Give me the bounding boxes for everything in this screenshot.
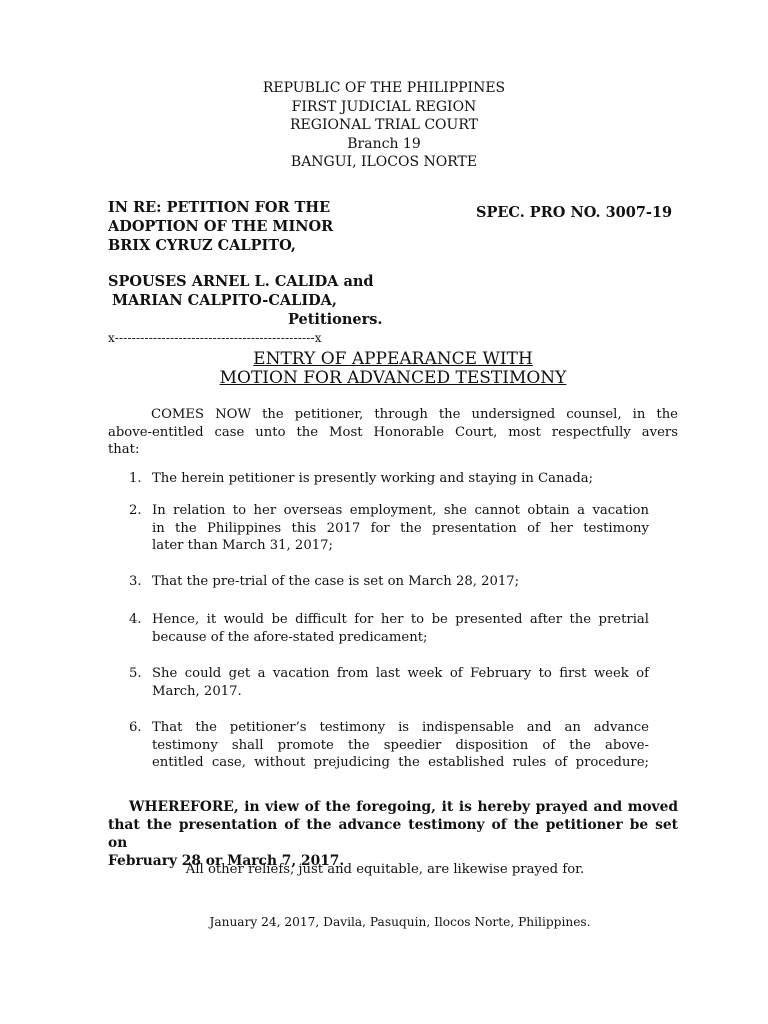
item-line: That the petitioner’s testimony is indispensable and an advance <box>152 720 649 735</box>
caption-in-re-2: ADOPTION OF THE MINOR <box>108 218 334 235</box>
prayer-line: February 28 or March 7, 2017. <box>108 853 345 869</box>
caption-in-re-1: IN RE: PETITION FOR THE <box>108 199 331 216</box>
intro-line: that: <box>108 442 140 457</box>
item-line: entitled case, without prejudicing the established rules of procedure; <box>152 755 649 770</box>
date-and-place: January 24, 2017, Davila, Pasuquin, Ilocos Norte, Philippines. <box>209 915 591 929</box>
court-header-republic: REPUBLIC OF THE PHILIPPINES <box>262 80 506 96</box>
caption-parties-2: MARIAN CALPITO-CALIDA, <box>112 292 337 309</box>
item-line: She could get a vacation from last week of February to first week of <box>152 666 649 681</box>
prayer-paragraph <box>108 798 678 870</box>
court-header-court: REGIONAL TRIAL COURT <box>290 117 478 133</box>
list-item <box>152 470 649 488</box>
item-number: 5. <box>129 666 142 681</box>
other-reliefs: All other reliefs, just and equitable, are likewise prayed for. <box>185 862 585 877</box>
list-item <box>152 502 649 555</box>
item-line: In relation to her overseas employment, she cannot obtain a vacation <box>152 503 649 518</box>
item-line: The herein petitioner is presently working and staying in Canada; <box>152 471 594 486</box>
list-item <box>152 573 649 591</box>
caption-in-re-3: BRIX CYRUZ CALPITO, <box>108 237 296 254</box>
prayer-line: that the presentation of the advance testimony of the petitioner be set on <box>108 817 678 851</box>
item-line: in the Philippines this 2017 for the presentation of her testimony <box>152 520 649 536</box>
item-line: Hence, it would be difficult for her to be presented after the pretrial <box>152 612 649 627</box>
caption-separator: x-----------------------------------------------x <box>108 331 322 345</box>
item-number: 2. <box>129 503 142 518</box>
court-header-region: FIRST JUDICIAL REGION <box>291 99 477 115</box>
caption-petitioners-role: Petitioners. <box>288 311 383 328</box>
item-line: later than March 31, 2017; <box>152 538 333 553</box>
intro-paragraph <box>108 406 678 459</box>
caption-parties-1: SPOUSES ARNEL L. CALIDA and <box>108 273 374 290</box>
document-title-line-1: ENTRY OF APPEARANCE WITH <box>253 349 533 369</box>
item-number: 4. <box>129 612 142 627</box>
list-item <box>152 611 649 646</box>
court-header-location: BANGUI, ILOCOS NORTE <box>290 154 478 170</box>
intro-line: COMES NOW the petitioner, through the undersigned counsel, in the <box>151 407 678 422</box>
court-header-branch: Branch 19 <box>347 136 421 152</box>
item-line: March, 2017. <box>152 683 242 699</box>
item-line: testimony shall promote the speedier disposition of the above- <box>152 737 649 753</box>
case-number: SPEC. PRO NO. 3007-19 <box>476 204 673 221</box>
list-item <box>152 665 649 700</box>
item-number: 3. <box>129 574 142 589</box>
intro-line: above-entitled case unto the Most Honorable Court, most respectfully avers <box>108 424 678 440</box>
item-number: 1. <box>129 471 142 486</box>
item-line: That the pre-trial of the case is set on March 28, 2017; <box>152 574 520 589</box>
item-number: 6. <box>129 720 142 735</box>
document-title-line-2: MOTION FOR ADVANCED TESTIMONY <box>219 368 567 388</box>
prayer-line: WHEREFORE, in view of the foregoing, it is hereby prayed and moved <box>129 799 678 815</box>
list-item <box>152 719 649 772</box>
item-line: because of the afore-stated predicament; <box>152 629 428 645</box>
